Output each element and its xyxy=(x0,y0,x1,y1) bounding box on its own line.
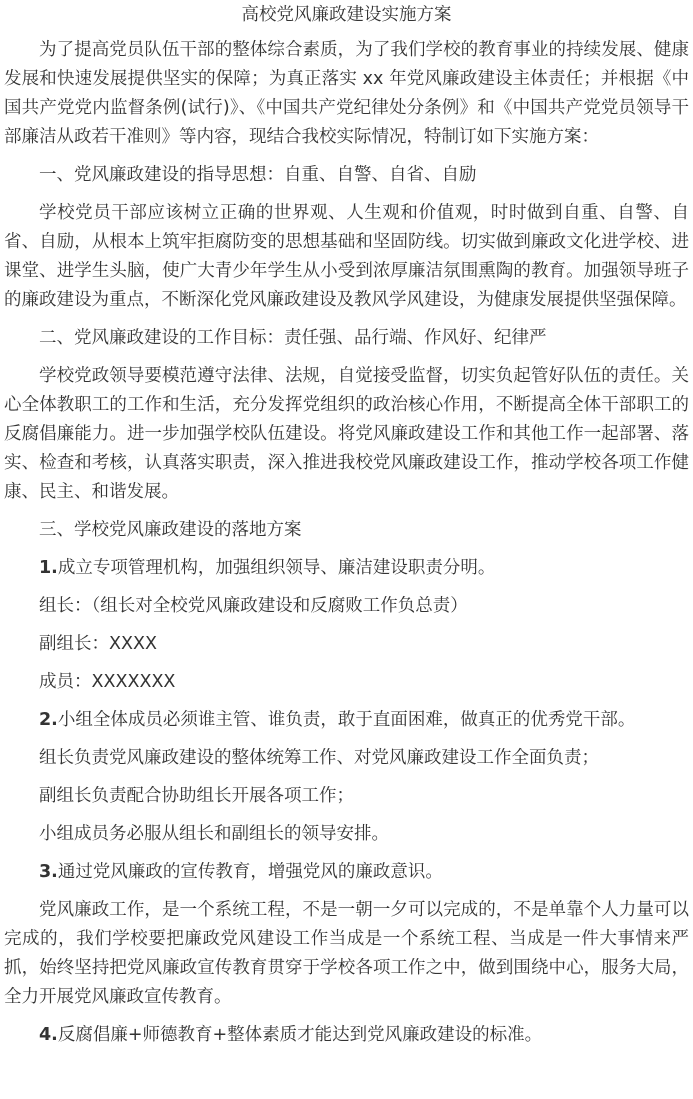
members-line: 成员：XXXXXXX xyxy=(39,672,176,692)
document-title: 高校党风廉政建设实施方案 xyxy=(241,5,452,25)
item4-text: 反腐倡廉+师德教育+整体素质才能达到党风廉政建设的标准。 xyxy=(57,1025,543,1045)
item2-paragraph xyxy=(4,706,689,735)
item3-number: 3. xyxy=(39,862,58,882)
deputy-line: 副组长：XXXX xyxy=(39,634,157,654)
section1-body: 学校党员干部应该树立正确的世界观、人生观和价值观，时时做到自重、自警、自省、自励，从根本上筑牢拒腐防变的思想基础和坚固防线。切实做到廉政文化进学校、进课堂、进学生头脑，使广大青少年学生从小受到浓厚廉洁氛围熏陶的教育。加强领导班子的廉政建设为重点，不断深化党风廉政建设及教风学风建设，为健康发展提供坚强保障。 xyxy=(4,203,689,310)
leader-line: 组长：（组长对全校党风廉政建设和反腐败工作负总责） xyxy=(39,596,468,616)
section2-body: 学校党政领导要模范遵守法律、法规，自觉接受监督，切实负起管好队伍的责任。关心全体教职工的工作和生活，充分发挥党组织的政治核心作用，不断提高全体干部职工的反腐倡廉能力。进一步加强学校队伍建设。将党风廉政建设工作和其他工作一起部署、落实、检查和考核，认真落实职责，深入推进我校党风廉政建设工作，推动学校各项工作健康、民主、和谐发展。 xyxy=(4,366,689,502)
item4-number: 4. xyxy=(39,1025,58,1045)
item3-text: 通过党风廉政的宣传教育，增强党风的廉政意识。 xyxy=(57,862,443,882)
item1-number: 1. xyxy=(39,558,58,578)
section1-heading: 一、党风廉政建设的指导思想：自重、自警、自省、自励 xyxy=(39,165,477,185)
item1-paragraph xyxy=(4,554,689,583)
duty3-line: 小组成员务必服从组长和副组长的领导安排。 xyxy=(39,824,389,844)
section2-heading: 二、党风廉政建设的工作目标：责任强、品行端、作风好、纪律严 xyxy=(39,328,547,348)
intro-paragraph: 为了提高党员队伍干部的整体综合素质，为了我们学校的教育事业的持续发展、健康发展和快速发展提供坚实的保障；为真正落实 xx 年党风廉政建设主体责任；并根据《中国共产党党内监督条例(试行)》、《中国共产党纪律处分条例》和《中国共产党党员领导干部廉洁从政若干准则》等内容，现结合我校实际情况，特制订如下实施方案： xyxy=(4,40,689,147)
item2-number: 2. xyxy=(39,710,58,730)
duty2-line: 副组长负责配合协助组长开展各项工作； xyxy=(39,786,354,806)
item3-paragraph xyxy=(4,858,689,887)
document-page xyxy=(0,2,693,1099)
section3-body: 党风廉政工作，是一个系统工程，不是一朝一夕可以完成的，不是单靠个人力量可以完成的，我们学校要把廉政党风建设工作当成是一个系统工程、当成是一件大事情来严抓，始终坚持把党风廉政宣传教育贯穿于学校各项工作之中，做到围绕中心，服务大局，全力开展党风廉政宣传教育。 xyxy=(4,900,689,1007)
item2-text: 小组全体成员必须谁主管、谁负责，敢于直面困难，做真正的优秀党干部。 xyxy=(57,710,636,730)
item4-paragraph xyxy=(4,1021,689,1050)
duty1-line: 组长负责党风廉政建设的整体统筹工作、对党风廉政建设工作全面负责； xyxy=(39,748,599,768)
section3-heading: 三、学校党风廉政建设的落地方案 xyxy=(39,520,302,540)
item1-text: 成立专项管理机构，加强组织领导、廉洁建设职责分明。 xyxy=(57,558,496,578)
